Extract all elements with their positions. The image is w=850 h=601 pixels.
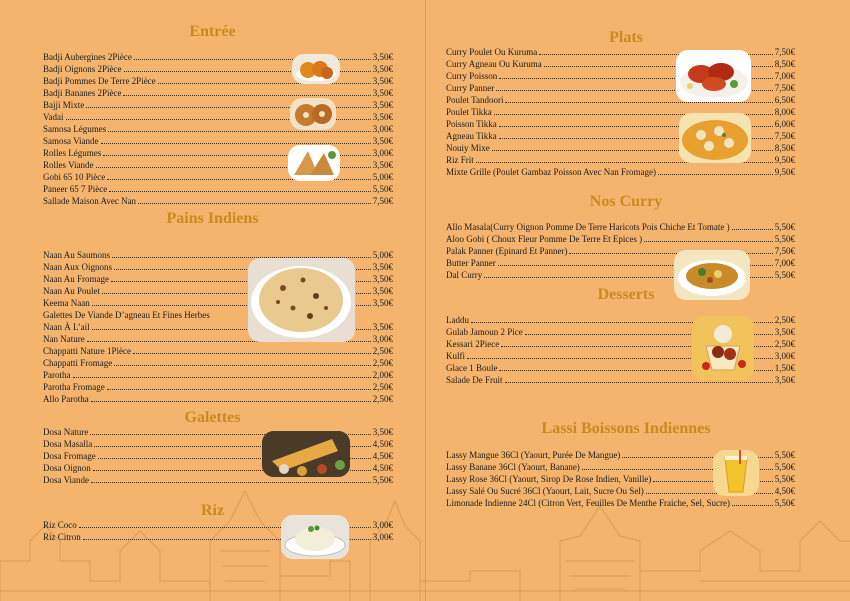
menu-item: Dosa Nature 3,50€ (43, 427, 393, 437)
menu-item: Lassy Banane 36Cl (Yaourt, Banane) 5,50€ (446, 462, 795, 472)
bajji-photo (292, 54, 340, 84)
menu-item: Kulfi 3,00€ (446, 351, 795, 361)
section-title-desserts: Desserts (597, 286, 655, 303)
menu-item: Lassy Mangue 36Cl (Yaourt, Purée De Mangue) 5,50€ (446, 450, 795, 460)
menu-item: Poulet Tandoori 6,50€ (446, 95, 795, 105)
lassi-photo (713, 450, 759, 496)
menu-item: Dosa Masalla 4,50€ (43, 439, 393, 449)
menu-item: Rolles Viande 3,50€ (43, 160, 393, 170)
menu-item: Gobi 65 10 Pièce 5,00€ (43, 172, 393, 182)
menu-item: Butter Panner 7,00€ (446, 258, 795, 268)
right-page (425, 0, 850, 601)
menu-item: Kessari 2Piece 2,50€ (446, 339, 795, 349)
menu-item: Nouiy Mixe 8,50€ (446, 143, 795, 153)
menu-item: Allo Masala(Curry Oignon Pomme De Terre Haricots Pois Chiche Et Tomate ) 5,50€ (446, 222, 795, 232)
menu-item: Dosa Fromage 4,50€ (43, 451, 393, 461)
menu-item: Riz Citron 3,00€ (43, 532, 393, 542)
menu-item: Lassy Salé Ou Sucré 36Cl (Yaourt, Lait, Sucre Ou Sel) 4,50€ (446, 486, 795, 496)
menu-item: Naan À L’ail 3,50€ (43, 322, 393, 332)
menu-item: Parotha 2,00€ (43, 370, 393, 380)
menu-item: Badji Pommes De Terre 2Pièce 3,50€ (43, 76, 393, 86)
tandoori-photo (676, 50, 751, 102)
samosa-photo (288, 145, 340, 181)
menu-item: Bajji Mixte 3,50€ (43, 100, 393, 110)
menu-item: Chappatti Nature 1Pièce 2,50€ (43, 346, 393, 356)
menu-item: Nan Nature 3,00€ (43, 334, 393, 344)
menu-item: Rolles Légumes 3,00€ (43, 148, 393, 158)
menu-item: Naan Au Poulet 3,50€ (43, 286, 393, 296)
menu-item: Riz Coco 3,00€ (43, 520, 393, 530)
vadai-photo (290, 98, 336, 130)
menu-item: Parotha Fromage 2,50€ (43, 382, 393, 392)
menu-item: Salade De Fruit 3,50€ (446, 375, 795, 385)
gulab-jamun-photo (692, 316, 754, 380)
menu-item: Mixte Grille (Poulet Gambaz Poisson Avec Nan Fromage) 9,50€ (446, 167, 795, 177)
menu-item: Naan Au Saumons 5,00€ (43, 250, 393, 260)
menu-item: Palak Panner (Epinard Et Panner) 7,50€ (446, 246, 795, 256)
menu-item: Dal Curry 5,50€ (446, 270, 795, 280)
menu-item: Curry Panner 7,50€ (446, 83, 795, 93)
menu-item: Badji Bananes 2Pièce 3,50€ (43, 88, 393, 98)
menu-item: Laddu 2,50€ (446, 315, 795, 325)
entree-list (43, 51, 393, 207)
section-title-plats: Plats (609, 29, 643, 46)
menu-item: Badji Aubergines 2Pièce 3,50€ (43, 52, 393, 62)
menu-item: Lassy Rose 36Cl (Yaourt, Sirop De Rose Indien, Vanille) 5,50€ (446, 474, 795, 484)
menu-item: Poisson Tikka 6,00€ (446, 119, 795, 129)
menu-item: Galettes De Viande D’agneau Et Fines Herbes (43, 310, 210, 320)
menu-item: Dosa Viande 5,50€ (43, 475, 393, 485)
menu-item: Badji Oignons 2Pièce 3,50€ (43, 64, 393, 74)
menu-item: Curry Poisson 7,00€ (446, 71, 795, 81)
section-title-curry: Nos Curry (589, 193, 663, 210)
menu-item: Limonade Indienne 24Cl (Citron Vert, Feuilles De Menthe Fraiche, Sel, Sucre) 5,50€ (446, 498, 795, 508)
section-title-pains: Pains Indiens (166, 210, 259, 227)
menu-item: Dosa Oignon 4,50€ (43, 463, 393, 473)
menu-item: Chappatti Fromage 2,50€ (43, 358, 393, 368)
section-title-galettes: Galettes (184, 409, 241, 426)
menu-item: Riz Frit 9,50€ (446, 155, 795, 165)
menu-item: Naan Au Fromage 3,50€ (43, 274, 393, 284)
menu-item: Vadai 3,50€ (43, 112, 393, 122)
menu-item: Curry Poulet Ou Kuruma 7,50€ (446, 47, 795, 57)
menu-item: Agneau Tikka 7,50€ (446, 131, 795, 141)
menu-item: Paneer 65 7 Pièce 5,50€ (43, 184, 393, 194)
rice-photo (281, 515, 349, 559)
menu-item: Samosa Légumes 3,00€ (43, 124, 393, 134)
dosa-photo (262, 431, 350, 477)
section-title-riz: Riz (200, 502, 225, 519)
naan-photo (248, 258, 355, 342)
menu-item: Glace 1 Boule 1,50€ (446, 363, 795, 373)
curry-photo (679, 113, 751, 163)
menu-item: Sallade Maison Avec Nan 7,50€ (43, 196, 393, 206)
menu-item: Samosa Viande 3,50€ (43, 136, 393, 146)
menu-item: Naan Aux Oignons 3,50€ (43, 262, 393, 272)
menu-item: Allo Parotha 2,50€ (43, 394, 393, 404)
section-title-lassi: Lassi Boissons Indiennes (541, 420, 711, 437)
menu-item: Poulet Tikka 8,00€ (446, 107, 795, 117)
menu-item: Curry Agneau Ou Kuruma 8,50€ (446, 59, 795, 69)
menu-item: Aloo Gobi ( Choux Fleur Pomme De Terre Et Epices ) 5,50€ (446, 234, 795, 244)
menu-item: Gulab Jamoun 2 Pice 3,50€ (446, 327, 795, 337)
section-title-entree: Entrée (189, 23, 236, 40)
menu-item: Keema Naan 3,50€ (43, 298, 393, 308)
